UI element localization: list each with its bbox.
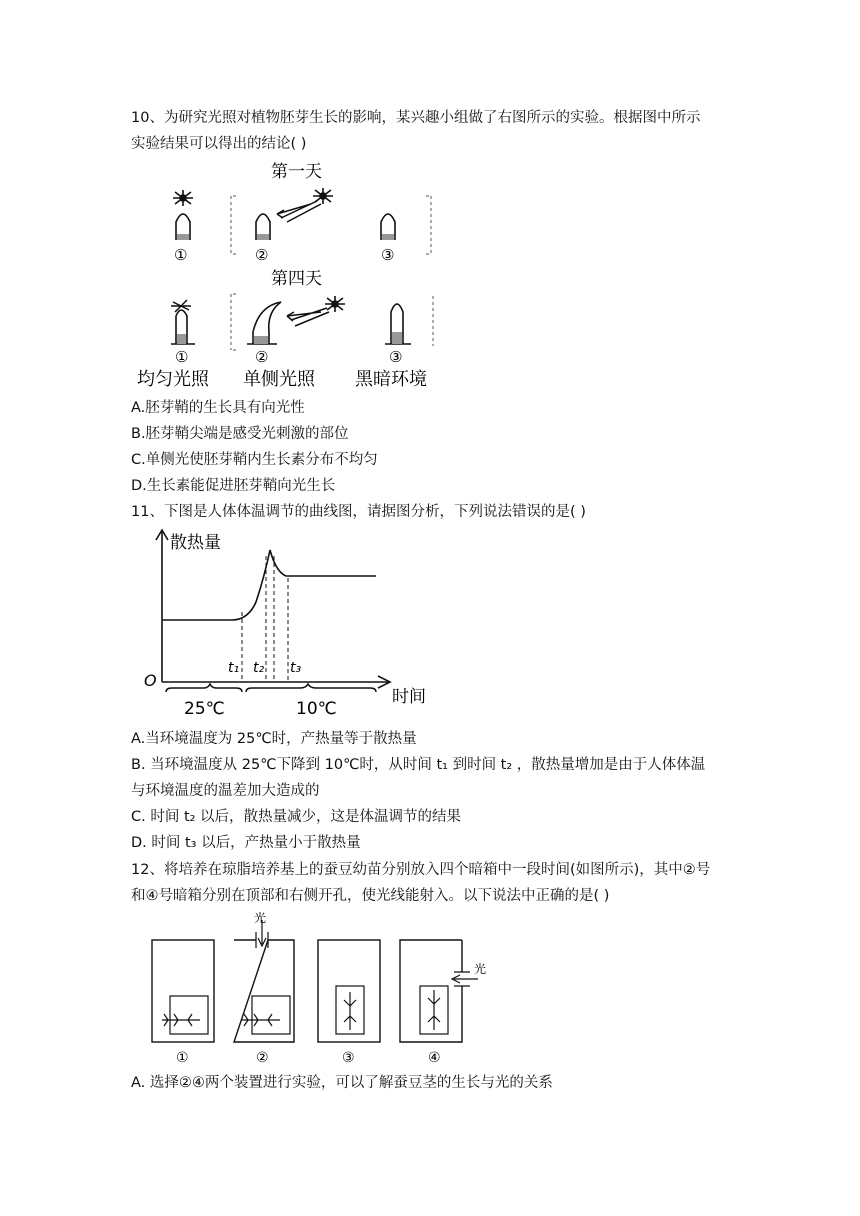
q10-stem-line2: 实验结果可以得出的结论( ) bbox=[131, 136, 307, 152]
x-axis-label: 时间 bbox=[392, 687, 426, 707]
q12-stem-line2: 和④号暗箱分别在顶部和右侧开孔，使光线能射入。以下说法中正确的是( ) bbox=[131, 888, 610, 904]
origin-label: O bbox=[144, 671, 157, 690]
q10-option-c: C.单侧光使胚芽鞘内生长素分布不均匀 bbox=[131, 452, 378, 468]
q10-option-b: B.胚芽鞘尖端是感受光刺激的部位 bbox=[131, 426, 349, 442]
t1-label: t₁ bbox=[228, 660, 240, 676]
t3-label: t₃ bbox=[290, 660, 302, 676]
q11-option-b-line2: 与环境温度的温差加大造成的 bbox=[131, 783, 320, 799]
y-axis-label: 散热量 bbox=[170, 533, 221, 553]
day1-label: 第一天 bbox=[271, 162, 322, 182]
q11-option-d: D. 时间 t₃ 以后，产热量小于散热量 bbox=[131, 835, 361, 851]
q10-stem-line1: 10、为研究光照对植物胚芽生长的影响，某兴趣小组做了右图所示的实验。根据图中所示 bbox=[131, 110, 701, 126]
box-3-label: ③ bbox=[342, 1050, 355, 1066]
q12-figure bbox=[144, 910, 504, 1070]
q11-option-a: A.当环境温度为 25℃时，产热量等于散热量 bbox=[131, 731, 417, 747]
num-3: ③ bbox=[381, 246, 395, 264]
light-right-label: 光 bbox=[474, 962, 487, 976]
sun-icon bbox=[325, 296, 345, 312]
num-2-day4: ② bbox=[255, 348, 269, 366]
box-1-label: ① bbox=[176, 1050, 189, 1066]
q11-option-c: C. 时间 t₂ 以后，散热量减少，这是体温调节的结果 bbox=[131, 809, 462, 825]
q12-stem-line1: 12、将培养在琼脂培养基上的蚕豆幼苗分别放入四个暗箱中一段时间(如图所示)，其中②号 bbox=[131, 862, 711, 878]
q11-figure bbox=[140, 526, 440, 726]
temp-10-label: 10℃ bbox=[296, 699, 337, 719]
sun-icon bbox=[173, 190, 193, 206]
cond-dark: 黑暗环境 bbox=[355, 369, 427, 390]
t2-label: t₂ bbox=[253, 660, 265, 676]
num-1: ① bbox=[174, 246, 188, 264]
cond-uniform-light: 均匀光照 bbox=[137, 369, 209, 390]
q10-option-a: A.胚芽鞘的生长具有向光性 bbox=[131, 400, 305, 416]
box-2-label: ② bbox=[256, 1050, 269, 1066]
num-3-day4: ③ bbox=[389, 348, 403, 366]
temp-25-label: 25℃ bbox=[184, 699, 225, 719]
q11-option-b-line1: B. 当环境温度从 25℃下降到 10℃时，从时间 t₁ 到时间 t₂ ，散热量增加是由于人体体温 bbox=[131, 757, 706, 773]
q10-figure bbox=[131, 156, 461, 392]
q11-stem: 11、下图是人体体温调节的曲线图，请据图分析，下列说法错误的是( ) bbox=[131, 504, 586, 520]
box-4-label: ④ bbox=[428, 1050, 441, 1066]
light-top-label: 光 bbox=[254, 911, 267, 925]
num-1-day4: ① bbox=[175, 348, 189, 366]
day4-label: 第四天 bbox=[271, 269, 322, 289]
q12-option-a: A. 选择②④两个装置进行实验，可以了解蚕豆茎的生长与光的关系 bbox=[131, 1075, 553, 1091]
num-2: ② bbox=[255, 246, 269, 264]
q10-option-d: D.生长素能促进胚芽鞘向光生长 bbox=[131, 478, 336, 494]
cond-side-light: 单侧光照 bbox=[243, 369, 315, 390]
